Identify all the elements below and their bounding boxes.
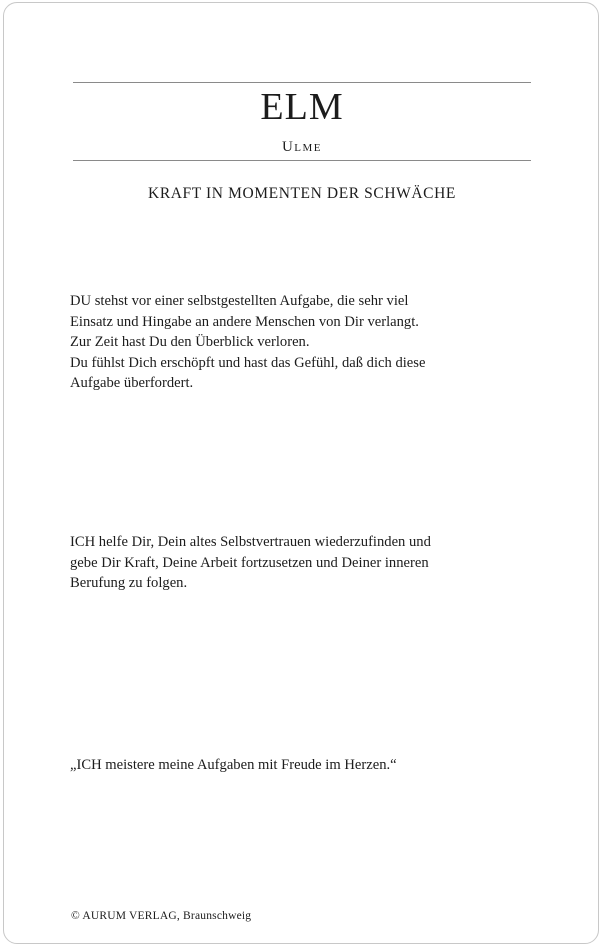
top-divider	[73, 82, 531, 83]
card-theme: KRAFT IN MOMENTEN DER SCHWÄCHE	[148, 185, 456, 202]
du-line: Einsatz und Hingabe an andere Menschen von Dir verlangt.	[70, 313, 419, 330]
du-line: Aufgabe überfordert.	[70, 375, 194, 391]
du-paragraph	[70, 291, 540, 394]
ich-paragraph	[70, 532, 540, 594]
bottom-divider	[73, 160, 531, 161]
du-line: DU stehst vor einer selbstgestellten Aufgabe, die sehr viel	[70, 293, 409, 309]
du-line: Zur Zeit hast Du den Überblick verloren.	[70, 334, 310, 350]
flower-card	[3, 2, 599, 944]
ich-line: Berufung zu folgen.	[70, 575, 188, 591]
card-subtitle: Ulme	[281, 139, 323, 155]
publisher-footer: © AURUM VERLAG, Braunschweig	[71, 910, 252, 922]
ich-line: gebe Dir Kraft, Deine Arbeit fortzusetzen und Deiner inneren	[70, 554, 429, 571]
affirmation-quote: „ICH meistere meine Aufgaben mit Freude im Herzen.“	[70, 757, 397, 773]
du-line: Du fühlst Dich erschöpft und hast das Gefühl, daß dich diese	[70, 354, 426, 371]
ich-line: ICH helfe Dir, Dein altes Selbstvertrauen wiederzufinden und	[70, 534, 431, 550]
card-title: ELM	[260, 86, 344, 128]
